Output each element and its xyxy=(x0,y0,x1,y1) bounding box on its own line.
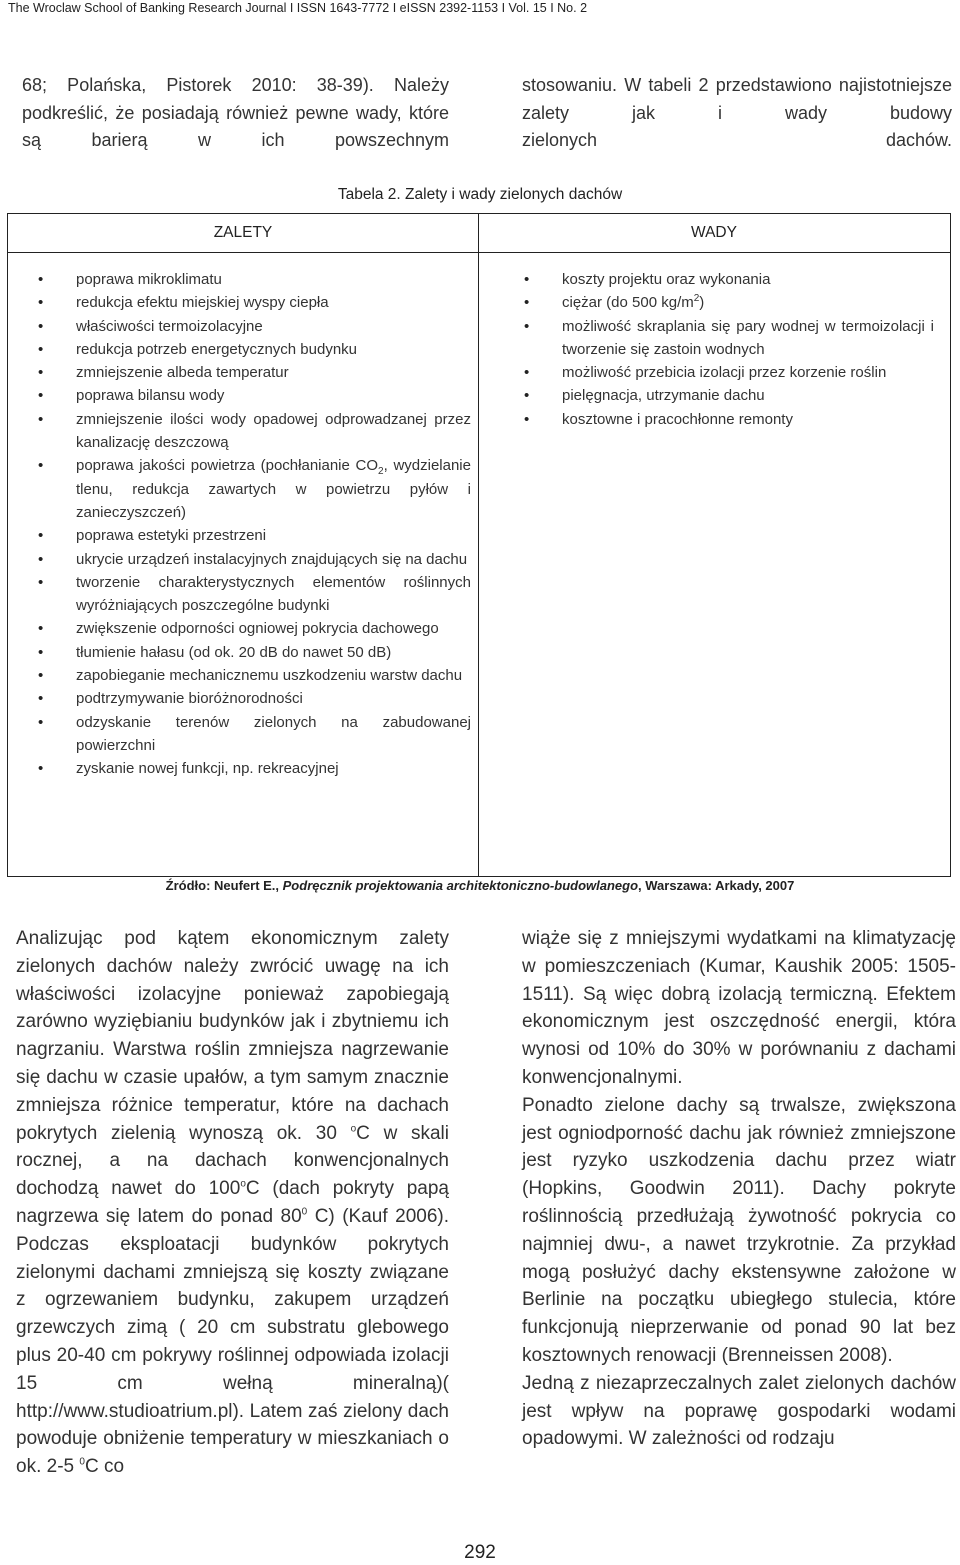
wady-list xyxy=(502,268,934,431)
table-divider-vertical xyxy=(478,214,479,876)
column-header-zalety: ZALETY xyxy=(213,224,273,241)
list-item: • poprawa mikroklimatu xyxy=(16,268,471,291)
intro-right-column xyxy=(522,72,952,155)
text-run: C (dach pokryty papą nagrzewa się latem do ponad 80 xyxy=(16,1178,449,1227)
degree-superscript: 0 xyxy=(301,1206,308,1218)
weight-text-rest: ) xyxy=(699,294,705,312)
list-item: • podtrzymywanie bioróżnorodności xyxy=(16,687,471,710)
degree-superscript: o xyxy=(350,1123,357,1135)
page-number: 292 xyxy=(464,1542,496,1563)
body-left-column xyxy=(16,925,449,1481)
text-run: C w skali rocznej, a na dachach konwencjonalnych dochodzą nawet do 100 xyxy=(16,1122,449,1200)
degree-superscript: 0 xyxy=(79,1456,85,1468)
list-item xyxy=(16,454,471,524)
list-item xyxy=(502,291,934,314)
list-item: • zmniejszenie albeda temperatur xyxy=(16,361,471,384)
text-run: Analizując pod kątem ekonomicznym zalety zielonych dachów należy zwrócić uwagę na ich właściwości izolacyjne ponieważ zapobiegają zarówno wyziębianiu budynków jak i zbytniemu ich nagrzaniu. Warstwa roślin zmniejsza nagrzewanie się dachu w czasie upałów, a tym samym znacznie zmniejsza różnice temperatur, które na dachach pokrytych zielenią wynoszą ok. 30 xyxy=(16,928,449,1144)
co2-text-rest: , wydzielanie tlenu, redukcja zawartych w powietrzu pyłów i zanieczyszczeń) xyxy=(76,457,471,521)
m2-superscript: 2 xyxy=(693,293,700,305)
list-item: • odzyskanie terenów zielonych na zabudowanej powierzchni xyxy=(16,711,471,758)
list-item: • redukcja potrzeb energetycznych budynku xyxy=(16,338,471,361)
body-right-paragraph-1: wiąże się z mniejszymi wydatkami na klimatyzację w pomieszczeniach (Kumar, Kaushik 2005: 1505-1511). Są więc dobrą izolacją termiczną. Efektem ekonomicznym jest oszczędność energii, która wynosi od 10% do 30% w porównaniu z dachami konwencjonalnymi. xyxy=(522,928,956,1088)
body-right-column xyxy=(522,925,956,1453)
weight-text: ciężar (do 500 kg/m xyxy=(562,294,694,312)
co2-subscript: 2 xyxy=(378,466,384,478)
table-caption: Tabela 2. Zalety i wady zielonych dachów xyxy=(337,186,623,203)
table-divider-horizontal xyxy=(8,252,950,253)
list-item: • kosztowne i pracochłonne remonty xyxy=(502,408,934,431)
pros-cons-table xyxy=(7,213,951,877)
body-right-paragraph-2: Ponadto zielone dachy są trwalsze, zwiększona jest ogniodporność dachu jak również zmniejszone jest ryzyko uszkodzenia dachu przez wiatr (Hopkins, Goodwin 2011). Dachy pokryte roślinnością przedłużają żywotność pokrycia co najmniej dwu-, a nawet trzykrotnie. Za przykład mogą posłużyć dachy ekstensywne założone w Berlinie na początku ubiegłego stulecia, które funkcjonują nieprzerwanie od ponad 90 lat bez kosztownych renowacji (Brenneissen 2008). xyxy=(522,1094,956,1366)
list-item: • pielęgnacja, utrzymanie dachu xyxy=(502,384,934,407)
co2-text: poprawa jakości powietrza (pochłanianie CO xyxy=(76,457,379,475)
column-header-wady: WADY xyxy=(691,224,737,241)
list-item: • zapobieganie mechanicznemu uszkodzeniu warstw dachu xyxy=(16,664,471,687)
intro-left-column xyxy=(22,72,449,155)
intro-right-last-line xyxy=(522,127,952,155)
journal-header: The Wroclaw School of Banking Research Journal I ISSN 1643-7772 I eISSN 2392-1153 I Vol. 15 I No. 2 xyxy=(8,1,588,15)
list-item: • możliwość skraplania się pary wodnej w termoizolacji i tworzenie się zastoin wodnych xyxy=(502,315,934,362)
list-item: • poprawa estetyki przestrzeni xyxy=(16,524,471,547)
intro-right-paragraph: stosowaniu. W tabeli 2 przedstawiono najistotniejsze zalety jak i wady budowy xyxy=(522,75,952,123)
source-title: Podręcznik projektowania architektoniczno-budowlanego xyxy=(282,878,639,893)
source-suffix: , Warszawa: Arkady, 2007 xyxy=(638,878,795,893)
list-item: • zwiększenie odporności ogniowej pokrycia dachowego xyxy=(16,617,471,640)
intro-right-word-2: dachów. xyxy=(885,130,952,150)
intro-left-paragraph: 68; Polańska, Pistorek 2010: 38-39). Należy podkreślić, że posiadają również pewne wady, które są barierą w ich powszechnym xyxy=(22,75,449,150)
intro-right-word-1: zielonych xyxy=(522,130,598,150)
list-item: • tłumienie hałasu (od ok. 20 dB do nawet 50 dB) xyxy=(16,641,471,664)
list-item: • tworzenie charakterystycznych elementów roślinnych wyróżniających poszczególne budynki xyxy=(16,571,471,618)
list-item: • właściwości termoizolacyjne xyxy=(16,315,471,338)
list-item: • poprawa bilansu wody xyxy=(16,384,471,407)
list-item: • możliwość przebicia izolacji przez korzenie roślin xyxy=(502,361,934,384)
list-item: • koszty projektu oraz wykonania xyxy=(502,268,934,291)
body-right-paragraph-3: Jedną z niezaprzeczalnych zalet zielonych dachów jest wpływ na poprawę gospodarki wodami opadowymi. W zależności od rodzaju xyxy=(522,1372,956,1450)
list-item: • redukcja efektu miejskiej wyspy ciepła xyxy=(16,291,471,314)
text-run: C co xyxy=(84,1456,125,1478)
zalety-list xyxy=(16,268,471,781)
list-item: • zmniejszenie ilości wody opadowej odprowadzanej przez kanalizację deszczową xyxy=(16,408,471,455)
table-source xyxy=(0,878,960,893)
list-item: • zyskanie nowej funkcji, np. rekreacyjnej xyxy=(16,757,471,780)
text-run: C) (Kauf 2006). Podczas eksploatacji budynków pokrytych zielonymi dachami zmniejszą się koszty związane z ogrzewaniem budynku, zakupem urządzeń grzewczych zimą ( 20 cm substratu glebowego plus 20-40 cm pokrywy roślinnej odpowiada izolacji 15 cm wełną mineralną)( http://www.studioatrium.pl). Latem zaś zielony dach powoduje obniżenie temperatury w mieszkaniach o ok. 2-5 xyxy=(16,1205,449,1478)
degree-superscript: o xyxy=(240,1178,246,1190)
body-left-paragraph xyxy=(16,925,449,1481)
source-prefix: Źródło: Neufert E., xyxy=(165,878,283,893)
list-item: • ukrycie urządzeń instalacyjnych znajdujących się na dachu xyxy=(16,548,471,571)
